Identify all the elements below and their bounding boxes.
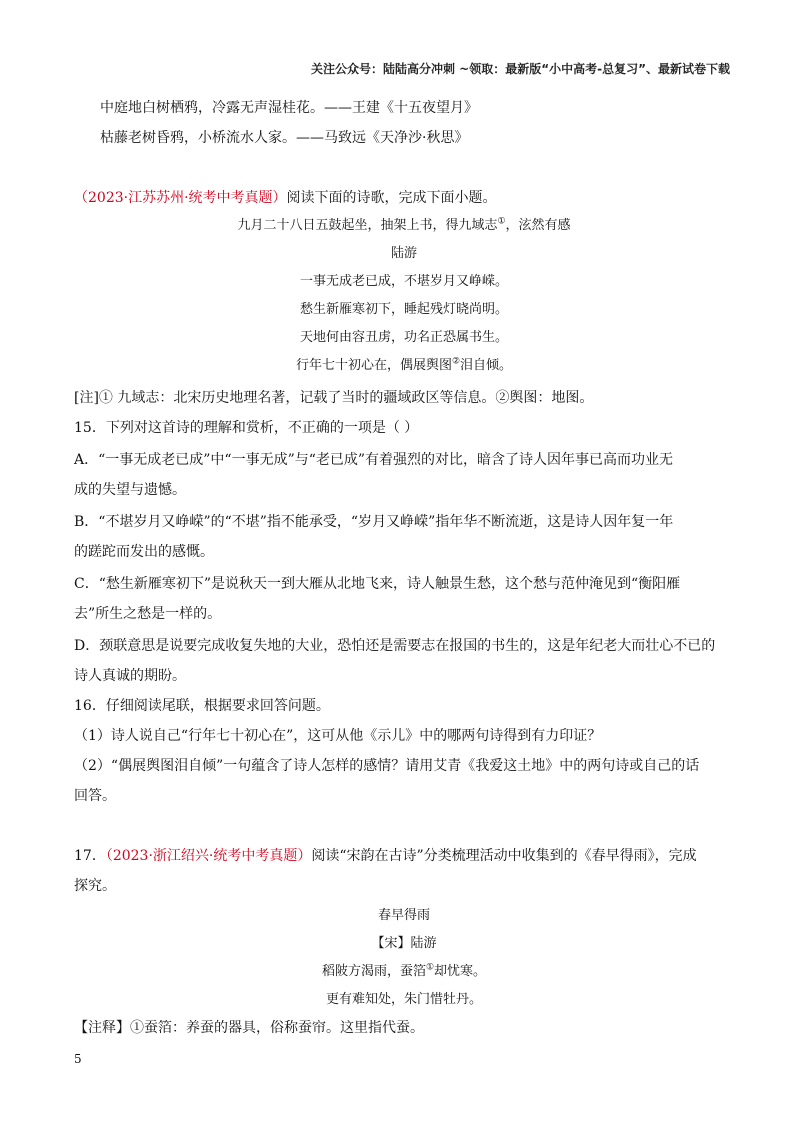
- q17-intro: [74, 846, 734, 866]
- poem1-line-2: 愁生新雁寒初下，睡起残灯晓尚明。: [299, 302, 508, 317]
- poem1-title-note-mark: ①: [497, 216, 506, 227]
- poem2-line-1-b: 却忧寒。: [434, 964, 487, 979]
- section1-source: （2023·江苏苏州·统考中考真题）: [74, 190, 287, 206]
- q17-number: 17．: [74, 848, 106, 864]
- q15-option-d-line1: D．颈联意思是说要完成收复失地的大业，恐怕还是需要志在报国的书生的，这是年纪老大而壮心不已的: [74, 638, 716, 654]
- poem1-title-tail: ，泫然有感: [505, 218, 571, 233]
- q15-option-a-line1: A．“一事无成老已成”中“一事无成”与“老已成”有着强烈的对比，暗含了诗人因年事已高而功业无: [74, 452, 674, 468]
- q17-source: （2023·浙江绍兴·统考中考真题）: [105, 848, 312, 864]
- poem2-note: 【注释】①蚕箔：养蚕的器具，俗称蚕帘。这里指代蚕。: [74, 1020, 424, 1036]
- poem1-line-4: [74, 356, 734, 376]
- q16-sub2-line1: （2）“偶展舆图泪自倾”一句蕴含了诗人怎样的感情？请用艾青《我爱这土地》中的两句诗或自己的话: [74, 758, 700, 774]
- poem1-author: 陆游: [390, 246, 417, 261]
- poem1-title-text: 九月二十八日五鼓起坐，抽架上书，得九域志: [237, 218, 498, 233]
- q15-option-c-line1: C．“愁生新雁寒初下”是说秋天一到大雁从北地飞来，诗人触景生愁，这个愁与范仲淹见到“衡阳雁: [74, 576, 681, 592]
- q15-option-c-line2: 去”所生之愁是一样的。: [74, 606, 222, 622]
- poem2-title: 春早得雨: [377, 908, 430, 923]
- poem1-line-3: 天地何由容丑虏，功名正恐属书生。: [299, 330, 508, 345]
- poem1-line-4-a: 行年七十初心在，偶展舆图: [295, 358, 452, 373]
- q15-stem: 15．下列对这首诗的理解和赏析，不正确的一项是（ ）: [74, 420, 419, 436]
- poem2-line-2: 更有难知处，朱门惜牡丹。: [325, 992, 482, 1007]
- q15-option-a-line2: 成的失望与遗憾。: [74, 482, 186, 498]
- poem1-line-1: 一事无成老已成，不堪岁月又峥嵘。: [299, 274, 508, 289]
- q15-option-d-line2: 诗人真诚的期盼。: [74, 668, 186, 684]
- page-header: 关注公众号：陆陆高分冲刺 ~领取：最新版“小中高考-总复习”、最新试卷下载: [311, 62, 730, 76]
- poem2-line-1-a: 稻陂方渴雨，蚕箔: [321, 964, 426, 979]
- q15-option-b-line2: 的蹉跎而发出的感慨。: [74, 544, 214, 560]
- poem2-author: 【宋】陆游: [371, 936, 437, 951]
- q16-sub2-line2: 回答。: [74, 788, 116, 804]
- q17-intro-line2: 探究。: [74, 878, 116, 894]
- q15-option-b-line1: B．“不堪岁月又峥嵘”的“不堪”指不能承受，“岁月又峥嵘”指年华不断流逝，这是诗人因年复一年: [74, 514, 674, 530]
- q16-stem: 16．仔细阅读尾联，根据要求回答问题。: [74, 698, 330, 714]
- poem2-line-1: [74, 962, 734, 982]
- poem1-note: [注]① 九域志：北宋历史地理名著，记载了当时的疆域政区等信息。②舆图：地图。: [74, 390, 594, 406]
- poem1-line-4-note-mark: ②: [451, 356, 461, 367]
- section1-intro: [74, 188, 734, 208]
- poem1-line-4-b: 泪自倾。: [460, 358, 513, 373]
- page-number: 5: [74, 1052, 82, 1066]
- poem-reference-1: 中庭地白树栖鸦，冷露无声湿桂花。——王建《十五夜望月》: [100, 100, 478, 116]
- q17-intro-text: 阅读“宋韵在古诗”分类梳理活动中收集到的《春早得雨》，完成: [311, 848, 697, 864]
- poem2-line-1-note-mark: ①: [425, 962, 435, 973]
- section1-intro-text: 阅读下面的诗歌，完成下面小题。: [286, 190, 497, 206]
- poem-reference-2: 枯藤老树昏鸦，小桥流水人家。——马致远《天净沙·秋思》: [100, 130, 469, 146]
- poem1-title: [74, 216, 734, 236]
- q16-sub1: （1）诗人说自己“行年七十初心在”，这可从他《示儿》中的哪两句诗得到有力印证？: [74, 728, 602, 744]
